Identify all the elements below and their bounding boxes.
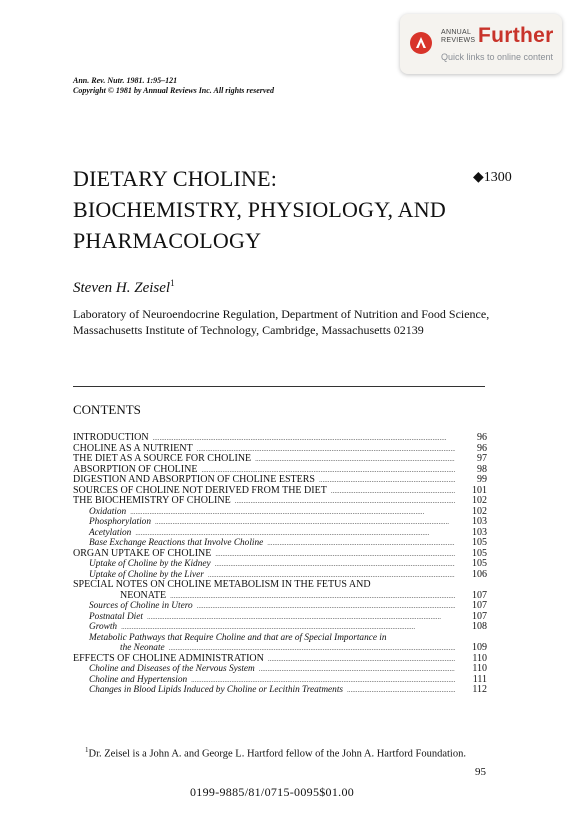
toc-entry[interactable] xyxy=(73,433,487,444)
toc-entry-page: 105 xyxy=(472,547,487,559)
toc-entry-page: 99 xyxy=(477,474,487,485)
toc-entry[interactable] xyxy=(73,507,487,518)
toc-entry-page: 107 xyxy=(472,610,487,622)
toc-entry[interactable] xyxy=(73,675,487,686)
price-code: 0199-9885/81/0715-0095$01.00 xyxy=(190,785,355,799)
toc-entry-page: 96 xyxy=(477,442,487,454)
toc-leader-dots xyxy=(255,454,455,465)
toc-entry-page: 111 xyxy=(472,673,487,685)
toc-entry-label: NEONATE xyxy=(120,589,167,601)
toc-entry-label: INTRODUCTION xyxy=(73,432,149,443)
toc-entry-label: CHOLINE AS A NUTRIENT xyxy=(73,442,193,454)
toc-leader-dots xyxy=(235,496,455,507)
toc-entry[interactable] xyxy=(73,538,487,549)
toc-entry[interactable] xyxy=(73,664,487,675)
toc-leader-dots xyxy=(319,475,455,486)
toc-entry-label: SPECIAL NOTES ON CHOLINE METABOLISM IN THE FETUS AND xyxy=(73,579,371,590)
toc-entry-page: 110 xyxy=(472,663,487,674)
toc-entry-page: 102 xyxy=(472,505,487,517)
toc-entry-label: DIGESTION AND ABSORPTION OF CHOLINE ESTERS xyxy=(73,474,315,485)
toc-leader-dots xyxy=(215,559,455,570)
toc-leader-dots xyxy=(121,622,455,633)
toc-entry-label: Changes in Blood Lipids Induced by Choline or Lecithin Treatments xyxy=(89,685,344,695)
toc-entry-page: 98 xyxy=(477,463,487,475)
toc-entry[interactable] xyxy=(73,591,487,602)
toc-leader-dots xyxy=(130,507,455,518)
page-number: 95 xyxy=(475,766,486,778)
toc-leader-dots xyxy=(259,664,455,675)
footnote: $^1$Dr. Zeisel is a John A. and George L. Hartford fellow of the John A. Hartford Foundation. xyxy=(85,746,466,760)
toc-entry-page: 108 xyxy=(472,621,487,632)
toc-entry[interactable] xyxy=(73,559,487,570)
toc-entry-page: 105 xyxy=(472,558,487,569)
toc-entry-label: SOURCES OF CHOLINE NOT DERIVED FROM THE DIET xyxy=(73,484,327,496)
toc-entry-page: 110 xyxy=(472,652,487,664)
badge-brand: Further xyxy=(478,24,554,47)
toc-entry-label: Oxidation xyxy=(89,506,127,517)
toc-entry-page: 103 xyxy=(472,526,487,538)
toc-entry-label: Uptake of Choline by the Liver xyxy=(89,569,204,580)
toc-entry-page: 103 xyxy=(472,516,487,527)
annual-reviews-logo-icon xyxy=(410,32,432,54)
toc-leader-dots xyxy=(153,433,455,444)
author-footnote-mark: 1 xyxy=(170,278,175,288)
author-affiliation: Laboratory of Neuroendocrine Regulation, Department of Nutrition and Food Science, Massachusetts Institute of Technology, Cambridge, Massachusetts 02139 xyxy=(73,307,490,337)
toc-entry-label: Growth xyxy=(89,622,118,632)
toc-entry-page: 107 xyxy=(472,589,487,601)
toc-entry-page: 112 xyxy=(472,684,487,695)
toc-leader-dots xyxy=(347,685,455,696)
toc-leader-dots xyxy=(267,538,455,549)
toc-entry-page: 105 xyxy=(472,537,487,548)
toc-entry-page: 96 xyxy=(477,432,487,443)
toc-entry-page: 107 xyxy=(472,600,487,611)
toc-leader-dots xyxy=(170,591,455,602)
toc-entry-label: Uptake of Choline by the Kidney xyxy=(89,559,211,569)
toc-entry-label: Acetylation xyxy=(89,527,132,538)
toc-entry[interactable] xyxy=(73,517,487,528)
toc-entry-label: ABSORPTION OF CHOLINE xyxy=(73,463,198,475)
toc-entry[interactable] xyxy=(73,528,487,539)
toc-entry-label: THE DIET AS A SOURCE FOR CHOLINE xyxy=(73,453,252,464)
author-name: Steven H. Zeisel$^1$ xyxy=(73,278,175,296)
toc-entry-label: EFFECTS OF CHOLINE ADMINISTRATION xyxy=(73,652,264,664)
citation-meta xyxy=(73,76,274,96)
badge-publisher: ANNUAL REVIEWS xyxy=(441,29,476,44)
toc-entry-label: THE BIOCHEMISTRY OF CHOLINE xyxy=(73,495,231,506)
toc-leader-dots xyxy=(215,549,455,560)
article-code: ◆1300 xyxy=(473,170,512,185)
toc-entry-page: 106 xyxy=(472,568,487,580)
toc-entry[interactable] xyxy=(73,612,487,623)
toc-entry-label: ORGAN UPTAKE OF CHOLINE xyxy=(73,547,212,559)
annual-reviews-further-badge[interactable] xyxy=(400,14,562,74)
toc-entry[interactable] xyxy=(73,654,487,665)
toc-entry-label: Base Exchange Reactions that Involve Choline xyxy=(89,538,264,548)
toc-entry-label: Sources of Choline in Utero xyxy=(89,601,193,611)
contents-heading: CONTENTS xyxy=(73,402,141,417)
toc-entry[interactable] xyxy=(73,633,487,644)
toc-entry[interactable] xyxy=(73,601,487,612)
toc-leader-dots xyxy=(169,643,455,654)
toc-entry[interactable] xyxy=(73,549,487,560)
toc-entry[interactable] xyxy=(73,454,487,465)
toc-entry-label: Phosphorylation xyxy=(89,517,151,527)
table-of-contents xyxy=(73,433,487,696)
toc-leader-dots xyxy=(191,675,455,686)
toc-entry[interactable] xyxy=(73,580,487,591)
toc-entry-label: the Neonate xyxy=(120,643,165,653)
journal-citation: Ann. Rev. Nutr. 1981. 1:95–121 xyxy=(73,76,178,85)
toc-leader-dots xyxy=(147,612,455,623)
copyright-line: Copyright © 1981 by Annual Reviews Inc. All rights reserved xyxy=(73,86,274,95)
toc-entry[interactable] xyxy=(73,643,487,654)
section-divider xyxy=(73,386,485,387)
toc-entry-page: 109 xyxy=(472,642,487,653)
toc-entry[interactable] xyxy=(73,622,487,633)
toc-entry-label: Metabolic Pathways that Require Choline and that are of Special Importance in xyxy=(89,632,387,643)
toc-entry-page: 97 xyxy=(477,453,487,464)
toc-leader-dots xyxy=(268,654,455,665)
toc-entry[interactable] xyxy=(73,685,487,696)
toc-entry-page: 101 xyxy=(472,484,487,496)
toc-entry[interactable] xyxy=(73,496,487,507)
toc-entry-page: 102 xyxy=(472,495,487,506)
toc-leader-dots xyxy=(135,528,455,539)
toc-entry-label: Postnatal Diet xyxy=(89,611,143,622)
toc-leader-dots xyxy=(331,486,455,497)
toc-leader-dots xyxy=(197,601,455,612)
toc-entry-label: Choline and Hypertension xyxy=(89,674,188,685)
badge-tagline: Quick links to online content xyxy=(441,52,554,62)
article-title: DIETARY CHOLINE: BIOCHEMISTRY, PHYSIOLOGY, AND PHARMACOLOGY xyxy=(73,166,446,253)
toc-leader-dots xyxy=(155,517,455,528)
toc-entry[interactable] xyxy=(73,475,487,486)
toc-entry-label: Choline and Diseases of the Nervous System xyxy=(89,664,255,674)
